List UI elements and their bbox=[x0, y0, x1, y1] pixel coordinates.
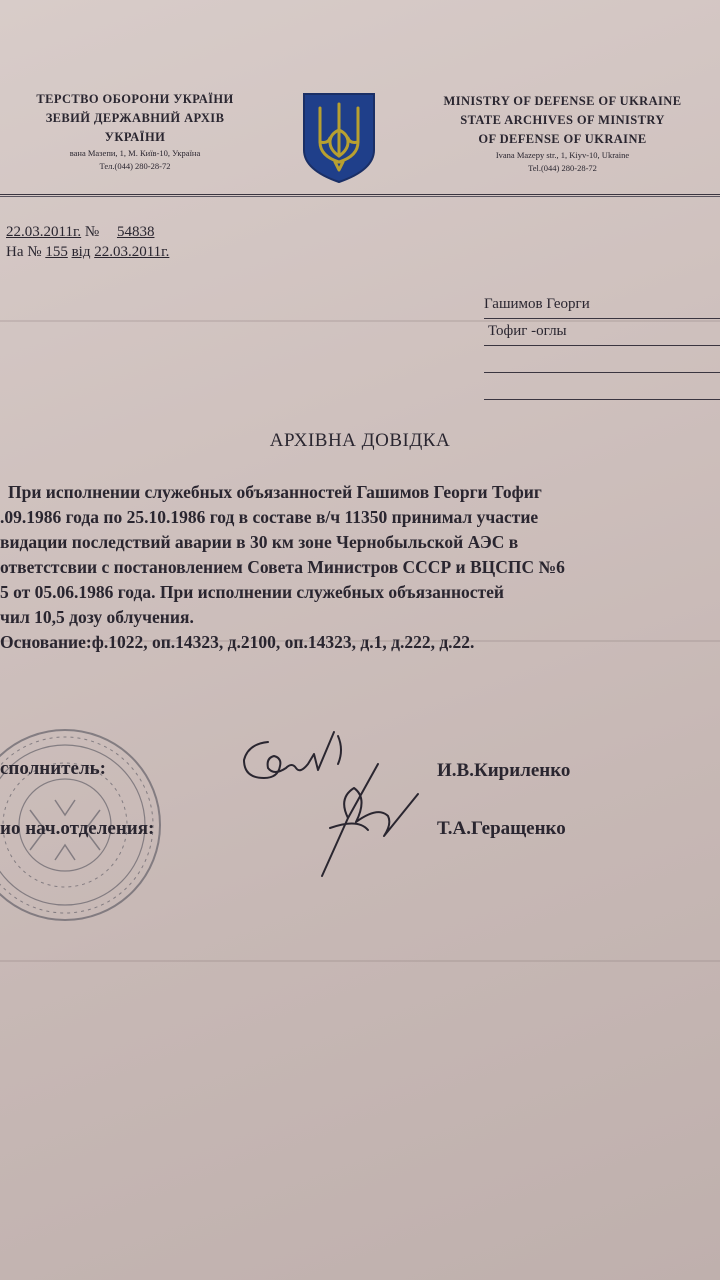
certificate-body bbox=[0, 480, 720, 655]
addressee-line2: Тофиг -оглы bbox=[484, 319, 720, 346]
letterhead-left-line1: ТЕРСТВО ОБОРОНИ УКРАЇНИ bbox=[36, 92, 234, 106]
letterhead-left-line3: УКРАЇНИ bbox=[104, 130, 166, 144]
acting-head-label: ио нач.отделения: bbox=[0, 818, 155, 839]
addressee-blank-line bbox=[484, 346, 720, 373]
body-line: чил 10,5 дозу облучения. bbox=[0, 607, 194, 627]
letterhead-left-address: вана Мазепи, 1, М. Київ-10, Україна bbox=[69, 148, 201, 158]
reply-mid: від bbox=[71, 244, 91, 260]
body-line: При исполнении служебных объязанностей Гашимов Георги Тофиг bbox=[8, 482, 542, 502]
letterhead-divider bbox=[0, 194, 720, 197]
addressee-blank-line bbox=[484, 373, 720, 400]
document-title: АРХІВНА ДОВІДКА bbox=[269, 430, 451, 451]
reply-prefix: На № bbox=[6, 244, 42, 260]
letterhead-right-phone: Tel.(044) 280-28-72 bbox=[528, 163, 597, 173]
letterhead-right-line3: OF DEFENSE OF UKRAINE bbox=[478, 132, 647, 146]
letterhead-right-address: Ivana Mazepy str., 1, Kiyv-10, Ukraine bbox=[495, 150, 630, 160]
letterhead-left-phone: Тел.(044) 280-28-72 bbox=[99, 161, 171, 171]
outgoing-reference bbox=[6, 222, 169, 242]
acting-head-signature-icon bbox=[308, 758, 428, 883]
executor-name: И.В.Кириленко bbox=[437, 760, 571, 781]
letterhead-left-line2: ЗЕВИЙ ДЕРЖАВНИЙ АРХІВ bbox=[45, 111, 225, 125]
addressee-line1: Гашимов Георги bbox=[484, 292, 720, 319]
outgoing-number: 54838 bbox=[116, 224, 155, 240]
document-reference bbox=[6, 222, 169, 262]
acting-head-name: Т.А.Геращенко bbox=[437, 818, 566, 839]
letterhead-right bbox=[405, 92, 720, 175]
body-line: 5 от 05.06.1986 года. При исполнении служебных объязанностей bbox=[0, 582, 504, 602]
letterhead-right-line2: STATE ARCHIVES OF MINISTRY bbox=[460, 113, 665, 127]
executor-label: сполнитель: bbox=[0, 758, 106, 779]
body-line: .09.1986 года по 25.10.1986 год в составе в/ч 11350 принимал участие bbox=[0, 507, 539, 527]
reply-date: 22.03.2011г. bbox=[94, 244, 170, 260]
body-line: видации последствий аварии в 30 км зоне Чернобыльской АЭС в bbox=[0, 532, 519, 552]
letterhead-right-line1: MINISTRY OF DEFENSE OF UKRAINE bbox=[443, 94, 682, 108]
body-line: ответстсвии с постановлением Совета Министров СССР и ВЦСПС №6 bbox=[0, 557, 565, 577]
body-line: Основание:ф.1022, оп.14323, д.2100, оп.14323, д.1, д.222, д.22. bbox=[0, 632, 475, 652]
reply-number: 155 bbox=[45, 244, 68, 260]
paper-fold bbox=[0, 960, 720, 962]
addressee-block bbox=[484, 292, 720, 400]
ukraine-trident-emblem-icon bbox=[300, 90, 378, 184]
outgoing-date: 22.03.2011г. bbox=[6, 224, 82, 240]
incoming-reference bbox=[6, 242, 169, 262]
letterhead-left bbox=[0, 90, 270, 173]
number-label: № bbox=[84, 224, 100, 240]
